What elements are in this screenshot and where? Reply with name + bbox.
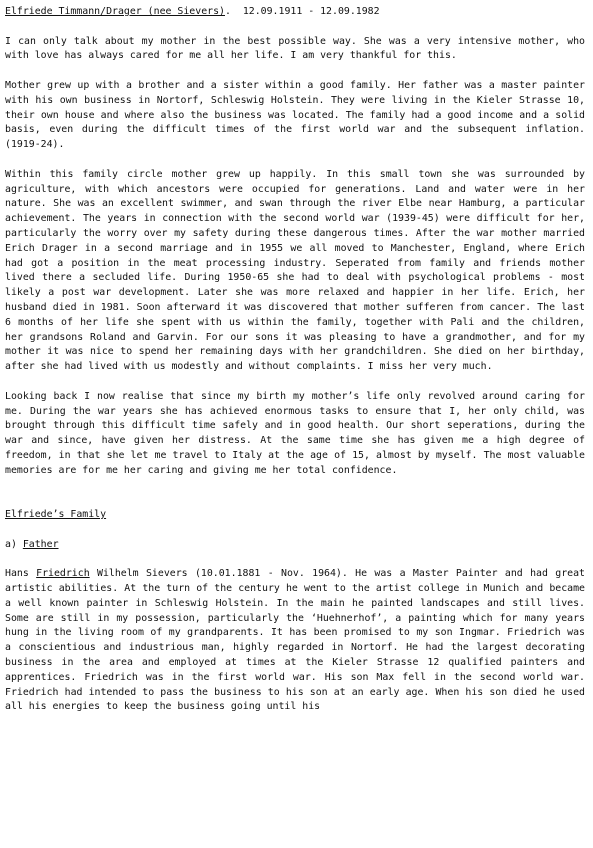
paragraph-life-story: Within this family circle mother grew up happily. In this small town she was surrounded by agriculture, with which ancestors were occupied for generations. Land and water were in her nature. She was an excellent swimmer, and swan through the river Elbe near Hamburg, a particular achievement. The years in connection with the second world war (1939-45) were difficult for her, particularly the worry over my safety during these dangerous times. After the war mother married Erich Drager in a second marriage and in 1955 we all moved to Manchester, England, where Erich had got a position in the meat processing industry. Seperated from family and friends mother lived there a secluded life. During 1950-65 she had to deal with psychological problems - most likely a post war development. Later she was more relaxed and happier in her life. Erich, her husband died in 1981. Soon afterward it was discovered that mother sufferen from cancer. The last 6 months of her life she spent with us within the family, together with Pali and the children, her grandsons Roland and Garvin. For our sons it was pleasing to have a grandmother, and for my mother it was nice to spend her remaining days with her grandchildren. She died on her birthday, after she had lived with us modestly and without complaints. I miss her very much. xyxy=(5,168,585,373)
father-text: Wilhelm Sievers (10.01.1881 - Nov. 1964). He was a Master Painter and had great artistic abilities. At the turn of the century he went to the artist college in Munich and became a well known painter in Schleswig Holstein. In the main he painted landscapes and still lives. Some are still in my possession, particularly the ‘Huehnerhof’, a painting which for many years hung in the living room of my grandparents. It has been promised to my son Ingmar. Friedrich was a conscientious and industrious man, highly regarded in Nortorf. He had the largest decorating business in the area and employed at times at the Kieler Strasse 12 qualified painters and apprentices. Friedrich was in the first world war. His son Max fell in the second world war. Friedrich had intended to pass the business to his son at an early age. When his son died he used all his energies to keep the business going until his xyxy=(5,568,585,713)
subsection-heading xyxy=(5,538,585,553)
subsection-label: Father xyxy=(22,538,59,550)
title-separator: . xyxy=(224,6,243,17)
paragraph-intro: I can only talk about my mother in the best possible way. She was a very intensive mother, who with love has always cared for me all her life. I am very thankful for this. xyxy=(5,35,585,62)
spacer xyxy=(5,552,585,567)
document-title xyxy=(5,5,585,20)
father-called-name: Friedrich xyxy=(36,568,90,580)
paragraph-father xyxy=(5,567,585,715)
spacer xyxy=(5,153,585,168)
father-first-name: Hans xyxy=(5,568,37,580)
spacer xyxy=(5,64,585,79)
life-dates: 12.09.1911 - 12.09.1982 xyxy=(242,6,380,17)
subsection-prefix: a) xyxy=(5,538,23,550)
spacer xyxy=(5,523,585,538)
spacer xyxy=(5,479,585,509)
subject-name: Elfriede Timmann/Drager (nee Sievers) xyxy=(5,6,225,17)
spacer xyxy=(5,375,585,390)
spacer xyxy=(5,20,585,35)
paragraph-family-background: Mother grew up with a brother and a sister within a good family. Her father was a master painter with his own business in Nortorf, Schleswig Holstein. They were living in the Kieler Strasse 10, their own house and where also the business was located. The family had a good income and a solid basis, even during the difficult times of the first world war and the subsequent inflation. (1919-24). xyxy=(5,79,585,151)
paragraph-reflection: Looking back I now realise that since my birth my mother’s life only revolved around caring for me. During the war years she has achieved enormous tasks to ensure that I, her only child, was brought through this difficult time safely and in good health. Our short seperations, during the war and since, have given her distress. At the same time she has given me a high degree of freedom, in that she let me travel to Italy at the age of 15, almost by myself. The most valuable memories are for me her caring and giving me her total confidence. xyxy=(5,390,585,476)
section-heading: Elfriede’s Family xyxy=(5,509,107,521)
